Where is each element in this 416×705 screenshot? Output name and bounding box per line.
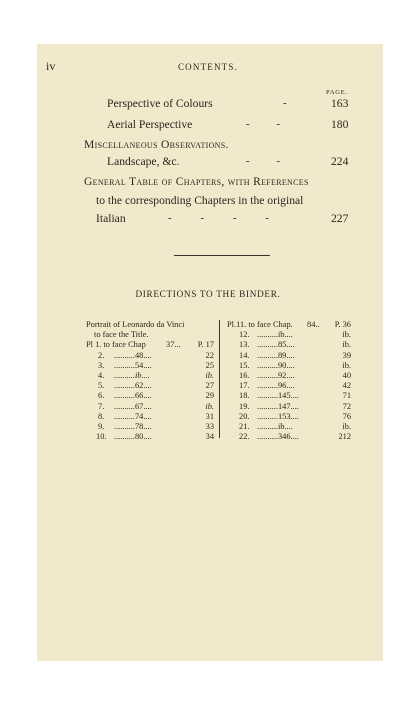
entry-page: 227 <box>331 212 349 225</box>
entry-title-line: General Table of Chapters, with References <box>84 175 309 188</box>
page-number: iv <box>46 59 56 73</box>
entry-title: Landscape, &c. <box>107 155 180 168</box>
entry-dashes: - - <box>246 118 281 130</box>
table-row: 14. ..........89.... 39 <box>239 350 351 360</box>
list-item: to face the Title. <box>94 330 149 340</box>
entry-dashes: - - <box>246 155 281 167</box>
entry-title: Perspective of Colours <box>107 97 213 110</box>
table-row: 22. ..........346.... 212 <box>239 432 351 442</box>
table-row: 18. ..........145.... 71 <box>239 391 351 401</box>
table-row: 5. ..........62.... 27 <box>98 381 214 391</box>
table-row: 7. ..........67.... ib. <box>98 401 214 411</box>
entry-title-line: Italian <box>96 212 126 225</box>
table-row: 17. ..........96.... 42 <box>239 381 351 391</box>
table-row: Pl.11. to face Chap. 84.. P. 36 <box>227 320 351 329</box>
binder-right-column <box>227 320 351 442</box>
entry-dashes: - - - - <box>168 212 269 224</box>
table-row: 9. ..........78.... 33 <box>98 421 214 431</box>
horizontal-rule <box>174 255 270 256</box>
table-row: 16. ..........92.... 40 <box>239 370 351 380</box>
table-row: 6. ..........66.... 29 <box>98 391 214 401</box>
entry-page: 224 <box>331 155 349 168</box>
binder-left-column <box>86 320 214 442</box>
table-row: 10. ..........80.... 34 <box>96 432 214 442</box>
entry-title-line: to the corresponding Chapters in the original <box>96 194 304 207</box>
entry-page: 163 <box>331 97 349 110</box>
entry-title: Aerial Perspective <box>107 118 193 131</box>
table-row: 12. ..........ib.... ib. <box>239 330 351 340</box>
table-row: Pl 1. to face Chap 37... P. 17 <box>86 340 214 350</box>
column-divider <box>219 320 220 438</box>
table-row: 2. ..........48.... 22 <box>98 350 214 360</box>
table-row: 8. ..........74.... 31 <box>98 411 214 421</box>
entry-page: 180 <box>331 118 349 131</box>
table-row: 13. ..........85.... ib. <box>239 340 351 350</box>
table-row: 4. ..........ib.... ib. <box>98 370 214 380</box>
table-row: 20. ..........153.... 76 <box>239 411 351 421</box>
table-row: 3. ..........54.... 25 <box>98 360 214 370</box>
binder-title: DIRECTIONS TO THE BINDER. <box>135 289 281 299</box>
table-row: 15. ..........90.... ib. <box>239 360 351 370</box>
table-row: 21. ..........ib.... ib. <box>239 421 351 431</box>
list-item: Portrait of Leonardo da Vinci <box>86 320 185 329</box>
running-title: CONTENTS. <box>177 62 239 72</box>
entry-dashes: - <box>283 97 287 109</box>
table-row: 19. ..........147.... 72 <box>239 401 351 411</box>
section-heading: Miscellaneous Observations. <box>84 138 229 151</box>
page-column-label: PAGE. <box>326 89 349 96</box>
